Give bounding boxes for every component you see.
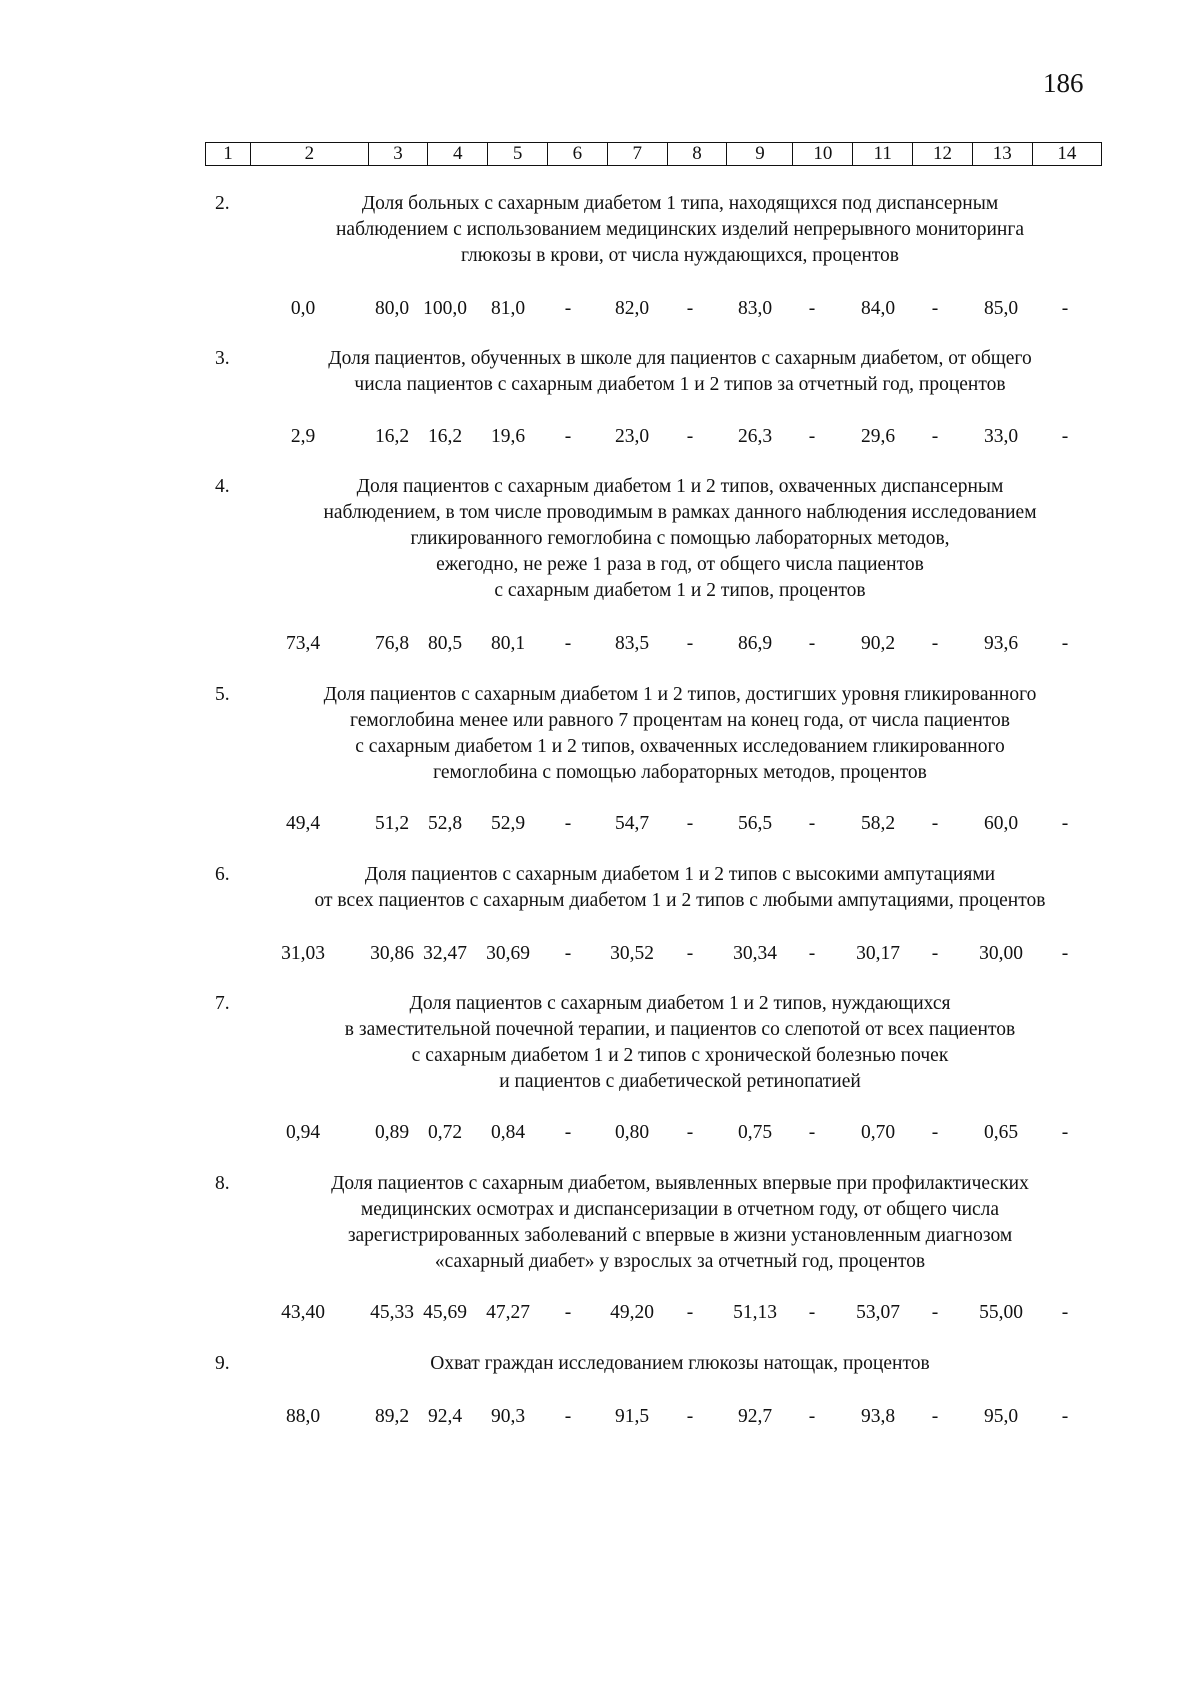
description-line: глюкозы в крови, от числа нуждающихся, процентов xyxy=(461,245,899,266)
indicator-value: - xyxy=(686,426,694,447)
indicator-value: - xyxy=(808,1406,816,1427)
indicator-value: - xyxy=(931,1122,939,1143)
indicator-value: 100,0 xyxy=(423,298,467,319)
indicator-value: - xyxy=(808,633,816,654)
indicator-value: 0,0 xyxy=(290,298,316,319)
indicator-value: - xyxy=(1061,1406,1069,1427)
indicator-values-row xyxy=(0,424,1200,450)
indicator-values-row xyxy=(0,811,1200,837)
indicator-description xyxy=(250,191,1110,269)
column-number: 7 xyxy=(607,143,667,166)
column-number: 13 xyxy=(972,143,1032,166)
indicator-value: 30,52 xyxy=(610,943,654,964)
indicator-value: 88,0 xyxy=(285,1406,321,1427)
indicator-value: 73,4 xyxy=(285,633,321,654)
indicator-value: 0,94 xyxy=(285,1122,321,1143)
indicator-number: 8. xyxy=(215,1173,230,1194)
column-number: 2 xyxy=(251,143,369,166)
column-number: 4 xyxy=(428,143,488,166)
indicator-value: 0,65 xyxy=(983,1122,1019,1143)
column-number: 14 xyxy=(1032,143,1101,166)
indicator-value: - xyxy=(564,1406,572,1427)
description-line: гликированного гемоглобина с помощью лабораторных методов, xyxy=(410,528,950,549)
indicator-number: 2. xyxy=(215,193,230,214)
indicator-number: 6. xyxy=(215,864,230,885)
indicator-number: 5. xyxy=(215,684,230,705)
indicator-value: 81,0 xyxy=(490,298,526,319)
indicator-value: 52,9 xyxy=(490,813,526,834)
indicator-value: 82,0 xyxy=(614,298,650,319)
indicator-value: 89,2 xyxy=(374,1406,410,1427)
indicator-values-row xyxy=(0,1404,1200,1430)
description-line: Доля пациентов с сахарным диабетом 1 и 2 типов, достигших уровня гликированного xyxy=(323,684,1037,705)
indicator-description xyxy=(250,991,1110,1095)
indicator-value: 58,2 xyxy=(860,813,896,834)
indicator-value: - xyxy=(686,1122,694,1143)
indicator-value: - xyxy=(686,1406,694,1427)
indicator-value: - xyxy=(1061,298,1069,319)
indicator-value: 33,0 xyxy=(983,426,1019,447)
indicator-value: - xyxy=(931,298,939,319)
indicator-value: - xyxy=(808,1302,816,1323)
indicator-value: 30,69 xyxy=(486,943,530,964)
indicator-number: 9. xyxy=(215,1353,230,1374)
column-number: 8 xyxy=(667,143,727,166)
column-number: 11 xyxy=(853,143,913,166)
indicator-value: 0,70 xyxy=(860,1122,896,1143)
indicator-value: 0,89 xyxy=(374,1122,410,1143)
indicator-value: - xyxy=(686,1302,694,1323)
indicator-value: 47,27 xyxy=(486,1302,530,1323)
indicator-value: 0,80 xyxy=(614,1122,650,1143)
indicator-value: - xyxy=(808,298,816,319)
indicator-description xyxy=(250,862,1110,914)
indicator-value: 30,00 xyxy=(979,943,1023,964)
description-line: ежегодно, не реже 1 раза в год, от общего числа пациентов xyxy=(436,554,924,575)
indicator-value: 76,8 xyxy=(374,633,410,654)
indicator-value: - xyxy=(1061,943,1069,964)
indicator-value: - xyxy=(931,1406,939,1427)
indicator-value: 16,2 xyxy=(427,426,463,447)
indicator-value: - xyxy=(931,943,939,964)
indicator-value: - xyxy=(931,426,939,447)
indicator-value: 43,40 xyxy=(281,1302,325,1323)
indicator-value: 93,6 xyxy=(983,633,1019,654)
indicator-number: 4. xyxy=(215,476,230,497)
indicator-value: - xyxy=(686,298,694,319)
indicator-value: - xyxy=(808,943,816,964)
indicator-value: 90,3 xyxy=(490,1406,526,1427)
indicator-value: 30,34 xyxy=(733,943,777,964)
indicator-value: - xyxy=(1061,426,1069,447)
indicator-value: 0,84 xyxy=(490,1122,526,1143)
indicator-value: 52,8 xyxy=(427,813,463,834)
indicator-value: 53,07 xyxy=(856,1302,900,1323)
description-line: Доля пациентов с сахарным диабетом 1 и 2 типов, нуждающихся xyxy=(409,993,951,1014)
column-number: 5 xyxy=(488,143,548,166)
indicator-value: 54,7 xyxy=(614,813,650,834)
indicator-value: 91,5 xyxy=(614,1406,650,1427)
indicator-value: 51,13 xyxy=(733,1302,777,1323)
indicator-value: - xyxy=(564,298,572,319)
indicator-value: - xyxy=(931,813,939,834)
indicator-value: 55,00 xyxy=(979,1302,1023,1323)
column-number: 3 xyxy=(368,143,428,166)
indicator-value: 85,0 xyxy=(983,298,1019,319)
indicator-description xyxy=(250,346,1110,398)
description-line: наблюдением, в том числе проводимым в рамках данного наблюдения исследованием xyxy=(323,502,1037,523)
indicator-values-row xyxy=(0,941,1200,967)
indicator-value: 92,7 xyxy=(737,1406,773,1427)
indicator-value: 56,5 xyxy=(737,813,773,834)
indicator-value: 0,75 xyxy=(737,1122,773,1143)
indicator-value: 19,6 xyxy=(490,426,526,447)
indicator-value: 92,4 xyxy=(427,1406,463,1427)
indicator-value: - xyxy=(931,633,939,654)
indicator-value: 80,1 xyxy=(490,633,526,654)
column-header-row xyxy=(205,142,1102,166)
indicator-number: 3. xyxy=(215,348,230,369)
indicator-value: - xyxy=(808,813,816,834)
indicator-value: - xyxy=(1061,1302,1069,1323)
indicator-number: 7. xyxy=(215,993,230,1014)
description-line: зарегистрированных заболеваний с впервые в жизни установленным диагнозом xyxy=(347,1225,1013,1246)
indicator-value: - xyxy=(564,1122,572,1143)
indicator-value: 0,72 xyxy=(427,1122,463,1143)
indicator-value: 31,03 xyxy=(281,943,325,964)
description-line: Доля больных с сахарным диабетом 1 типа, находящихся под диспансерным xyxy=(361,193,999,214)
indicator-value: 51,2 xyxy=(374,813,410,834)
column-number: 6 xyxy=(548,143,608,166)
column-number: 1 xyxy=(206,143,251,166)
indicator-value: 49,20 xyxy=(610,1302,654,1323)
indicator-value: 23,0 xyxy=(614,426,650,447)
description-line: от всех пациентов с сахарным диабетом 1 и 2 типов с любыми ампутациями, процентов xyxy=(314,890,1046,911)
indicator-value: - xyxy=(1061,633,1069,654)
column-number: 9 xyxy=(727,143,793,166)
indicator-value: - xyxy=(686,633,694,654)
description-line: гемоглобина с помощью лабораторных методов, процентов xyxy=(433,762,927,783)
column-number: 12 xyxy=(913,143,973,166)
indicator-value: - xyxy=(686,813,694,834)
indicator-description xyxy=(250,474,1110,604)
indicator-value: - xyxy=(564,1302,572,1323)
indicator-value: - xyxy=(1061,1122,1069,1143)
indicator-value: 45,69 xyxy=(423,1302,467,1323)
description-line: с сахарным диабетом 1 и 2 типов, процентов xyxy=(494,580,866,601)
indicator-value: 83,5 xyxy=(614,633,650,654)
indicator-value: 90,2 xyxy=(860,633,896,654)
indicator-value: 93,8 xyxy=(860,1406,896,1427)
description-line: Охват граждан исследованием глюкозы натощак, процентов xyxy=(430,1353,930,1374)
description-line: Доля пациентов с сахарным диабетом 1 и 2 типов, охваченных диспансерным xyxy=(356,476,1004,497)
indicator-value: 60,0 xyxy=(983,813,1019,834)
indicator-values-row xyxy=(0,1120,1200,1146)
indicator-value: - xyxy=(564,633,572,654)
indicator-value: 32,47 xyxy=(423,943,467,964)
indicator-value: 95,0 xyxy=(983,1406,1019,1427)
indicator-description xyxy=(250,682,1110,786)
indicator-value: 86,9 xyxy=(737,633,773,654)
description-line: числа пациентов с сахарным диабетом 1 и 2 типов за отчетный год, процентов xyxy=(354,374,1006,395)
description-line: гемоглобина менее или равного 7 процентам на конец года, от числа пациентов xyxy=(350,710,1010,731)
description-line: с сахарным диабетом 1 и 2 типов с хронической болезнью почек xyxy=(411,1045,949,1066)
indicator-value: 30,86 xyxy=(370,943,414,964)
indicator-value: 84,0 xyxy=(860,298,896,319)
indicator-value: 29,6 xyxy=(860,426,896,447)
indicator-value: 49,4 xyxy=(285,813,321,834)
indicator-value: - xyxy=(564,426,572,447)
description-line: «сахарный диабет» у взрослых за отчетный год, процентов xyxy=(434,1251,926,1272)
description-line: и пациентов с диабетической ретинопатией xyxy=(499,1071,861,1092)
description-line: медицинских осмотрах и диспансеризации в отчетном году, от общего числа xyxy=(360,1199,1000,1220)
indicator-value: - xyxy=(808,426,816,447)
indicator-description xyxy=(250,1171,1110,1275)
indicator-value: - xyxy=(931,1302,939,1323)
indicator-value: - xyxy=(686,943,694,964)
indicator-value: 80,0 xyxy=(374,298,410,319)
indicator-value: 83,0 xyxy=(737,298,773,319)
indicator-value: - xyxy=(808,1122,816,1143)
indicator-values-row xyxy=(0,631,1200,657)
indicator-value: 45,33 xyxy=(370,1302,414,1323)
description-line: в заместительной почечной терапии, и пациентов со слепотой от всех пациентов xyxy=(344,1019,1016,1040)
description-line: Доля пациентов с сахарным диабетом, выявленных впервые при профилактических xyxy=(331,1173,1029,1194)
indicator-value: 26,3 xyxy=(737,426,773,447)
page-number: 186 xyxy=(1043,68,1084,98)
indicator-value: 80,5 xyxy=(427,633,463,654)
indicator-value: 30,17 xyxy=(856,943,900,964)
description-line: с сахарным диабетом 1 и 2 типов, охваченных исследованием гликированного xyxy=(355,736,1005,757)
indicator-value: 2,9 xyxy=(290,426,316,447)
indicator-values-row xyxy=(0,296,1200,322)
indicator-value: - xyxy=(1061,813,1069,834)
indicator-value: - xyxy=(564,943,572,964)
indicator-value: - xyxy=(564,813,572,834)
indicator-values-row xyxy=(0,1300,1200,1326)
column-number: 10 xyxy=(793,143,853,166)
description-line: наблюдением с использованием медицинских изделий непрерывного мониторинга xyxy=(335,219,1024,240)
indicator-value: 16,2 xyxy=(374,426,410,447)
description-line: Доля пациентов, обученных в школе для пациентов с сахарным диабетом, от общего xyxy=(328,348,1032,369)
indicator-description xyxy=(250,1351,1110,1377)
description-line: Доля пациентов с сахарным диабетом 1 и 2 типов с высокими ампутациями xyxy=(364,864,996,885)
